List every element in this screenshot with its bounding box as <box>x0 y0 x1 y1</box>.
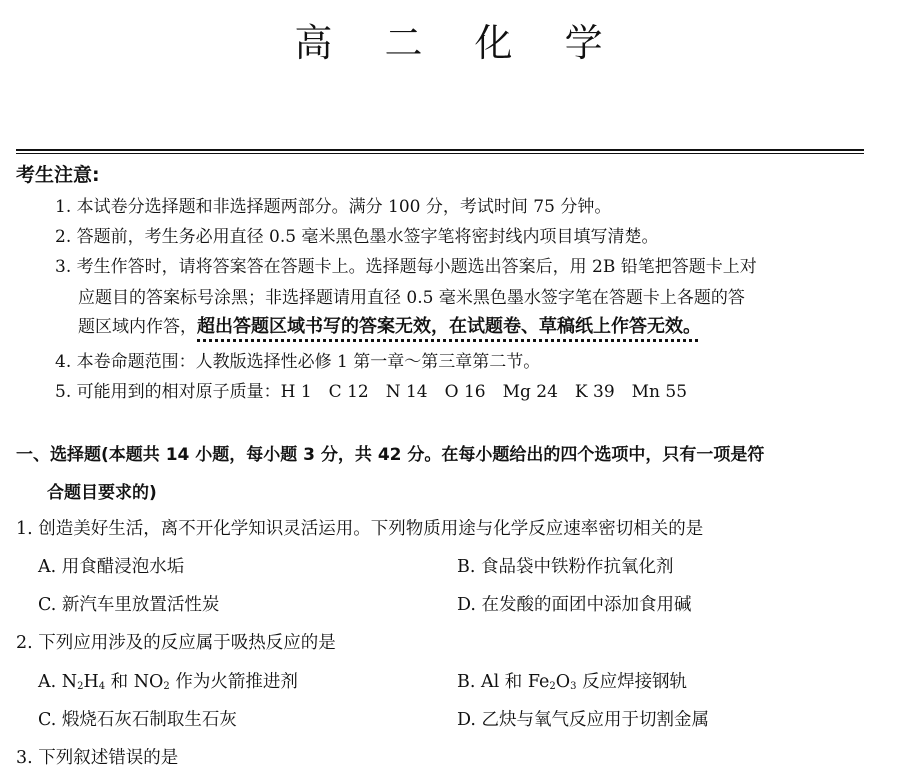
notice-item-5: 5. 可能用到的相对原子质量：H 1 C 12 N 14 O 16 Mg 24 K 39 Mn 55 <box>55 382 688 402</box>
question-2-option-c: C. 煅烧石灰石制取生石灰 <box>38 710 237 730</box>
section-heading: 一、选择题(本题共 14 小题，每小题 3 分，共 42 分。在每小题给出的四个选项中，只有一项是符 <box>16 445 765 465</box>
header-rule-thin <box>16 153 864 154</box>
notice-item-3-line-3 <box>78 312 701 338</box>
notice-heading: 考生注意: <box>16 164 100 186</box>
notice-item-4: 4. 本卷命题范围：人教版选择性必修 1 第一章～第三章第二节。 <box>55 352 541 372</box>
question-2-option-a: A. $N_2H_4$ 和 $NO_2$ 作为火箭推进剂 <box>38 672 298 692</box>
notice-emphasis: 超出答题区域书写的答案无效，在试题卷、草稿纸上作答无效。 <box>197 316 701 337</box>
notice-item-3-line-2: 应题目的答案标号涂黑；非选择题请用直径 0.5 毫米黑色墨水签字笔在答题卡上各题的答 <box>78 288 745 308</box>
notice-item-2: 2. 答题前，考生务必用直径 0.5 毫米黑色墨水签字笔将密封线内项目填写清楚。 <box>55 227 659 247</box>
notice-item-3: 3. 考生作答时，请将答案答在答题卡上。选择题每小题选出答案后，用 2B 铅笔把答题卡上对 <box>55 257 757 277</box>
question-2-option-d: D. 乙炔与氧气反应用于切割金属 <box>457 710 710 730</box>
section-heading-line-2: 合题目要求的) <box>47 483 157 503</box>
question-3-stem: 3. 下列叙述错误的是 <box>16 748 179 768</box>
question-1-option-d: D. 在发酸的面团中添加食用碱 <box>457 595 692 615</box>
notice-item-3-tail: 题区域内作答， <box>78 317 197 337</box>
question-1-stem: 1. 创造美好生活，离不开化学知识灵活运用。下列物质用途与化学反应速率密切相关的是 <box>16 519 704 539</box>
question-2-option-b: B. Al 和 $Fe_2O_3$ 反应焊接钢轨 <box>457 672 688 692</box>
header-rule-thick <box>16 149 864 151</box>
page-title: 高 二 化 学 <box>294 21 623 65</box>
question-1-option-c: C. 新汽车里放置活性炭 <box>38 595 220 615</box>
question-1-option-a: A. 用食醋浸泡水垢 <box>38 557 185 577</box>
question-2-stem: 2. 下列应用涉及的反应属于吸热反应的是 <box>16 633 336 653</box>
notice-item-1: 1. 本试卷分选择题和非选择题两部分。满分 100 分，考试时间 75 分钟。 <box>55 197 612 217</box>
question-1-option-b: B. 食品袋中铁粉作抗氧化剂 <box>457 557 674 577</box>
